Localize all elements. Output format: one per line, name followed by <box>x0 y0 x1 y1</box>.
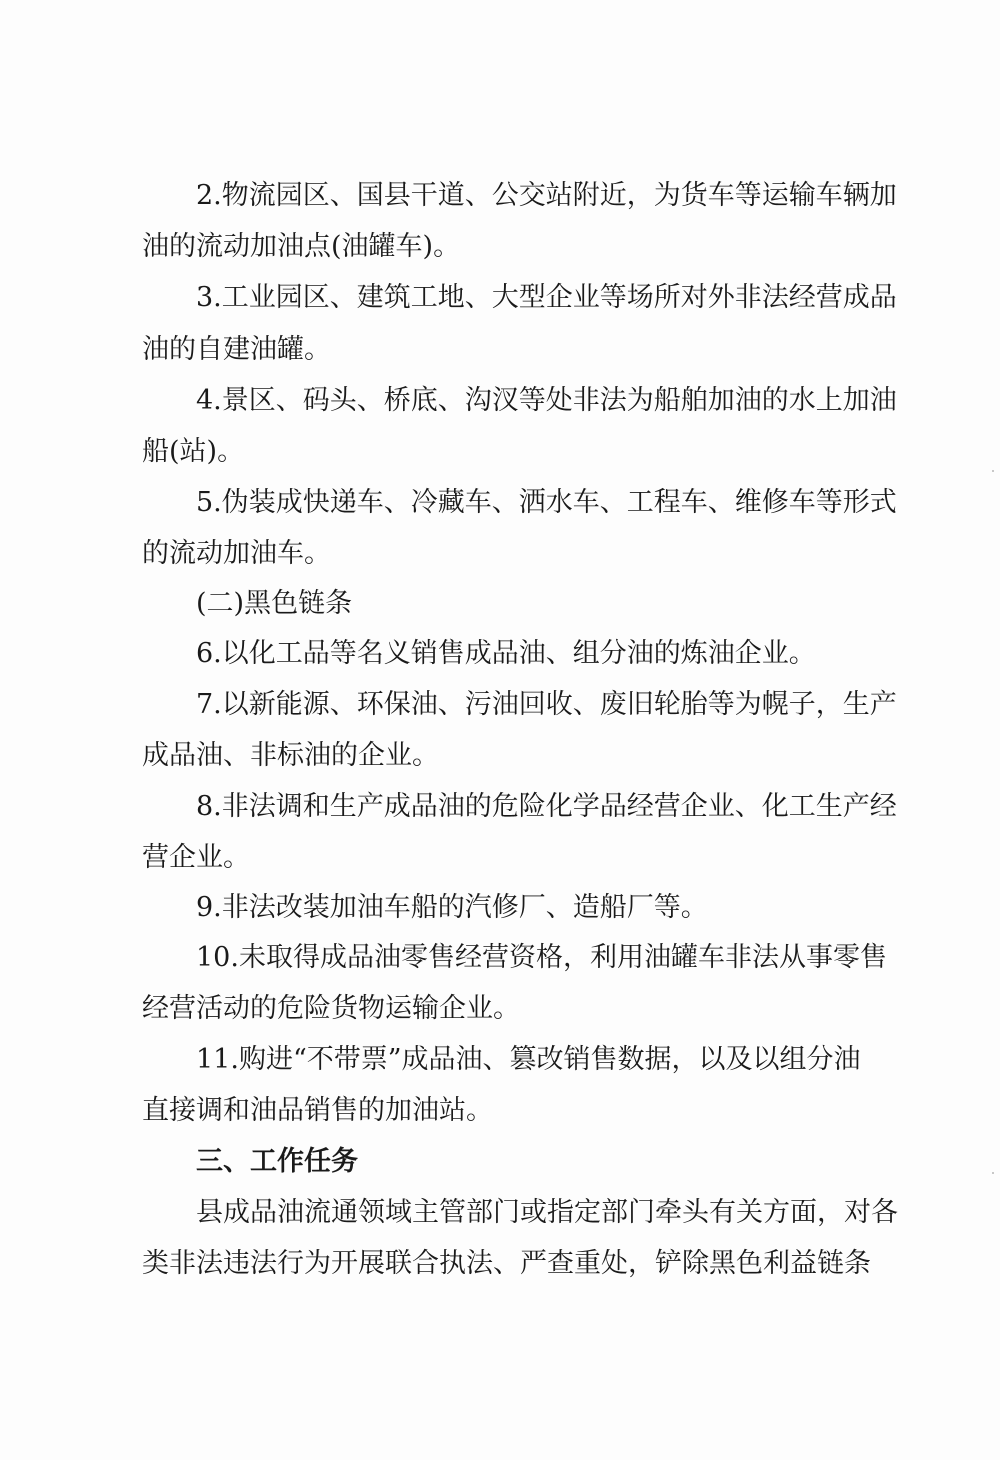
text-line: 11.购进“不带票”成品油、篡改销售数据，以及以组分油 <box>196 1044 861 1075</box>
paragraph-5-line-1 <box>0 483 1000 523</box>
paragraph-8-line-1 <box>0 787 1000 827</box>
text-line: 6.以化工品等名义销售成品油、组分油的炼油企业。 <box>196 638 816 669</box>
section-subheading: (二)黑色链条 <box>196 588 353 619</box>
paragraph-4-line-2 <box>0 432 1000 472</box>
paragraph-10-line-1 <box>0 938 1000 978</box>
text-line: 成品油、非标油的企业。 <box>142 740 439 771</box>
text-line: 油的流动加油点(油罐车)。 <box>142 231 461 262</box>
subheading-black-chain <box>0 584 1000 624</box>
text-line: 船(站)。 <box>142 436 245 467</box>
text-line: 8.非法调和生产成品油的危险化学品经营企业、化工生产经 <box>196 791 897 822</box>
text-line: 类非法违法行为开展联合执法、严查重处，铲除黑色利益链条 <box>142 1248 871 1279</box>
text-line: 营企业。 <box>142 842 250 873</box>
paragraph-7-line-1 <box>0 685 1000 725</box>
scan-speck <box>992 1172 994 1174</box>
text-line: 9.非法改装加油车船的汽修厂、造船厂等。 <box>196 892 708 923</box>
text-line: 县成品油流通领域主管部门或指定部门牵头有关方面，对各 <box>196 1197 898 1228</box>
text-line: 4.景区、码头、桥底、沟汊等处非法为船舶加油的水上加油 <box>196 385 897 416</box>
text-line: 5.伪装成快递车、冷藏车、洒水车、工程车、维修车等形式 <box>196 487 897 518</box>
paragraph-3-line-2 <box>0 330 1000 370</box>
text-line: 3.工业园区、建筑工地、大型企业等场所对外非法经营成品 <box>196 282 897 313</box>
scan-speck <box>992 470 994 472</box>
paragraph-10-line-2 <box>0 989 1000 1029</box>
text-line: 10.未取得成品油零售经营资格，利用油罐车非法从事零售 <box>196 942 887 973</box>
paragraph-7-line-2 <box>0 736 1000 776</box>
paragraph-9-line-1 <box>0 888 1000 928</box>
paragraph-8-line-2 <box>0 838 1000 878</box>
paragraph-5-line-2 <box>0 534 1000 574</box>
text-line: 经营活动的危险货物运输企业。 <box>142 993 520 1024</box>
heading-work-tasks <box>0 1142 1000 1182</box>
text-line: 直接调和油品销售的加油站。 <box>142 1095 493 1126</box>
paragraph-6-line-1 <box>0 634 1000 674</box>
paragraph-2-line-1 <box>0 176 1000 216</box>
paragraph-tasks-line-1 <box>0 1193 1000 1233</box>
paragraph-11-line-1 <box>0 1040 1000 1080</box>
paragraph-tasks-line-2 <box>0 1244 1000 1284</box>
paragraph-2-line-2 <box>0 227 1000 267</box>
text-line: 7.以新能源、环保油、污油回收、废旧轮胎等为幌子，生产 <box>196 689 897 720</box>
text-line: 油的自建油罐。 <box>142 334 331 365</box>
paragraph-11-line-2 <box>0 1091 1000 1131</box>
text-line: 的流动加油车。 <box>142 538 331 569</box>
paragraph-3-line-1 <box>0 278 1000 318</box>
paragraph-4-line-1 <box>0 381 1000 421</box>
section-heading: 三、工作任务 <box>196 1146 358 1177</box>
text-line: 2.物流园区、国县干道、公交站附近，为货车等运输车辆加 <box>196 180 897 211</box>
